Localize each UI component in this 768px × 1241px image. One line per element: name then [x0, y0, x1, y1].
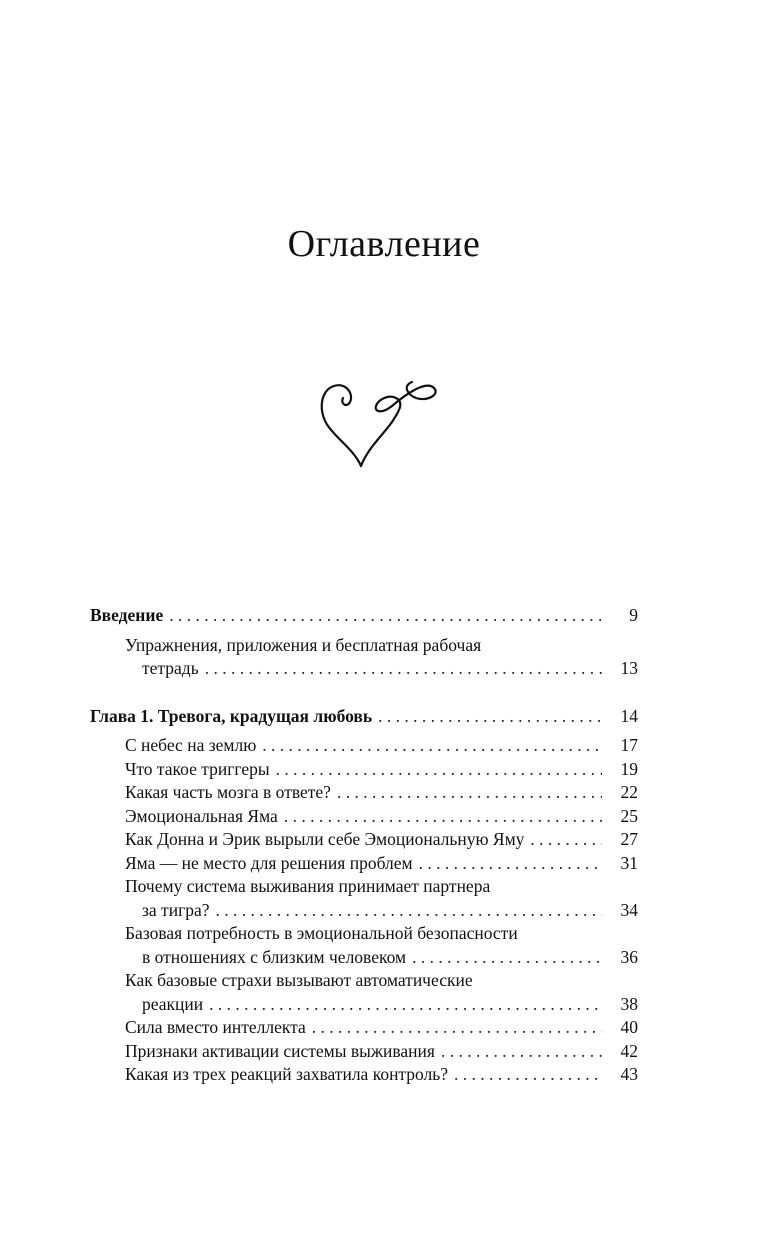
toc-chapter-entry[interactable]: [90, 705, 638, 729]
toc-entry[interactable]: [90, 758, 638, 782]
toc-page-number: 13: [620, 658, 638, 678]
toc-entry[interactable]: [90, 634, 638, 658]
toc-page-number: 25: [620, 805, 638, 826]
toc-leader-dots: [276, 758, 602, 782]
toc-page-number: 17: [620, 735, 638, 755]
toc-entry[interactable]: [90, 852, 638, 876]
toc-chapter-label: Глава 1. Тревога, крадущая любовь: [90, 705, 373, 726]
toc-entry[interactable]: [90, 922, 638, 946]
toc-leader-dots: [284, 805, 602, 829]
toc-entry[interactable]: [90, 805, 638, 829]
toc-entry-label: Почему система выживания принимает партнера: [125, 876, 491, 896]
toc-leader-dots: [412, 946, 602, 970]
toc-leader-dots: [441, 1040, 602, 1064]
toc-entry-label: Сила вместо интеллекта: [125, 1017, 306, 1037]
toc-entry-label: Признаки активации системы выживания: [125, 1040, 435, 1061]
toc-leader-dots: [205, 657, 602, 681]
toc-entry-label: тетрадь: [142, 658, 199, 678]
toc-entry-label: С небес на землю: [125, 735, 257, 755]
toc-page-number: 36: [620, 946, 638, 967]
toc-entry[interactable]: [90, 1040, 638, 1064]
toc-entry[interactable]: [90, 828, 638, 852]
toc-leader-dots: [337, 781, 602, 805]
toc-entry-label: Эмоциональная Яма: [125, 805, 278, 826]
toc-entry[interactable]: [90, 875, 638, 899]
toc-leader-dots: [312, 1016, 602, 1040]
toc-leader-dots: [216, 899, 602, 923]
toc-page-number: 22: [620, 782, 638, 802]
toc-entry-continuation[interactable]: [90, 899, 638, 923]
toc-page-number: 42: [620, 1040, 638, 1061]
toc-page-number: 31: [620, 852, 638, 873]
toc-page-number: 43: [620, 1064, 638, 1084]
toc-leader-dots: [378, 705, 602, 729]
toc-entry-label: в отношениях с близким человеком: [142, 946, 407, 967]
toc-leader-dots: [169, 604, 602, 628]
toc-page-number: 9: [629, 605, 638, 625]
toc-entry-label: Яма — не место для решения проблем: [125, 852, 413, 873]
toc-leader-dots: [419, 852, 602, 876]
toc-page-number: 27: [620, 829, 638, 849]
toc-entry-label: Какая из трех реакций захватила контроль?: [125, 1064, 449, 1084]
toc-entry-label: Базовая потребность в эмоциональной безопасности: [125, 923, 518, 943]
toc-leader-dots: [530, 828, 602, 852]
toc-entry-continuation[interactable]: [90, 993, 638, 1017]
toc-entry[interactable]: [90, 734, 638, 758]
toc-page-number: 19: [620, 758, 638, 779]
toc-entry-label: Что такое триггеры: [125, 758, 270, 779]
toc-leader-dots: [209, 993, 602, 1017]
toc-entry[interactable]: [90, 604, 638, 628]
toc-entry-label: Как базовые страхи вызывают автоматические: [125, 970, 473, 990]
toc-entry-continuation[interactable]: [90, 946, 638, 970]
heart-icon: [316, 376, 440, 470]
toc-page-number: 40: [620, 1017, 638, 1037]
toc-entry-label: за тигра?: [142, 899, 210, 920]
toc-entry[interactable]: [90, 1063, 638, 1087]
toc-entry-label: Как Донна и Эрик вырыли себе Эмоциональную Яму: [125, 829, 525, 849]
page-title: Оглавление: [287, 223, 481, 265]
toc-entry-continuation[interactable]: [90, 657, 638, 681]
toc-page-number: 38: [620, 993, 638, 1014]
toc-entry[interactable]: [90, 1016, 638, 1040]
toc-entry-label: Введение: [90, 605, 164, 625]
toc-entry-label: реакции: [142, 993, 204, 1014]
toc-entry[interactable]: [90, 969, 638, 993]
toc-entry[interactable]: [90, 781, 638, 805]
toc-entry-label: Какая часть мозга в ответе?: [125, 782, 331, 802]
toc-entry-label: Упражнения, приложения и бесплатная рабочая: [125, 634, 482, 655]
toc-page-number: 34: [620, 899, 638, 920]
toc-leader-dots: [262, 734, 602, 758]
toc-page-number: 14: [620, 705, 638, 726]
table-of-contents: [90, 604, 638, 1087]
toc-leader-dots: [454, 1063, 602, 1087]
